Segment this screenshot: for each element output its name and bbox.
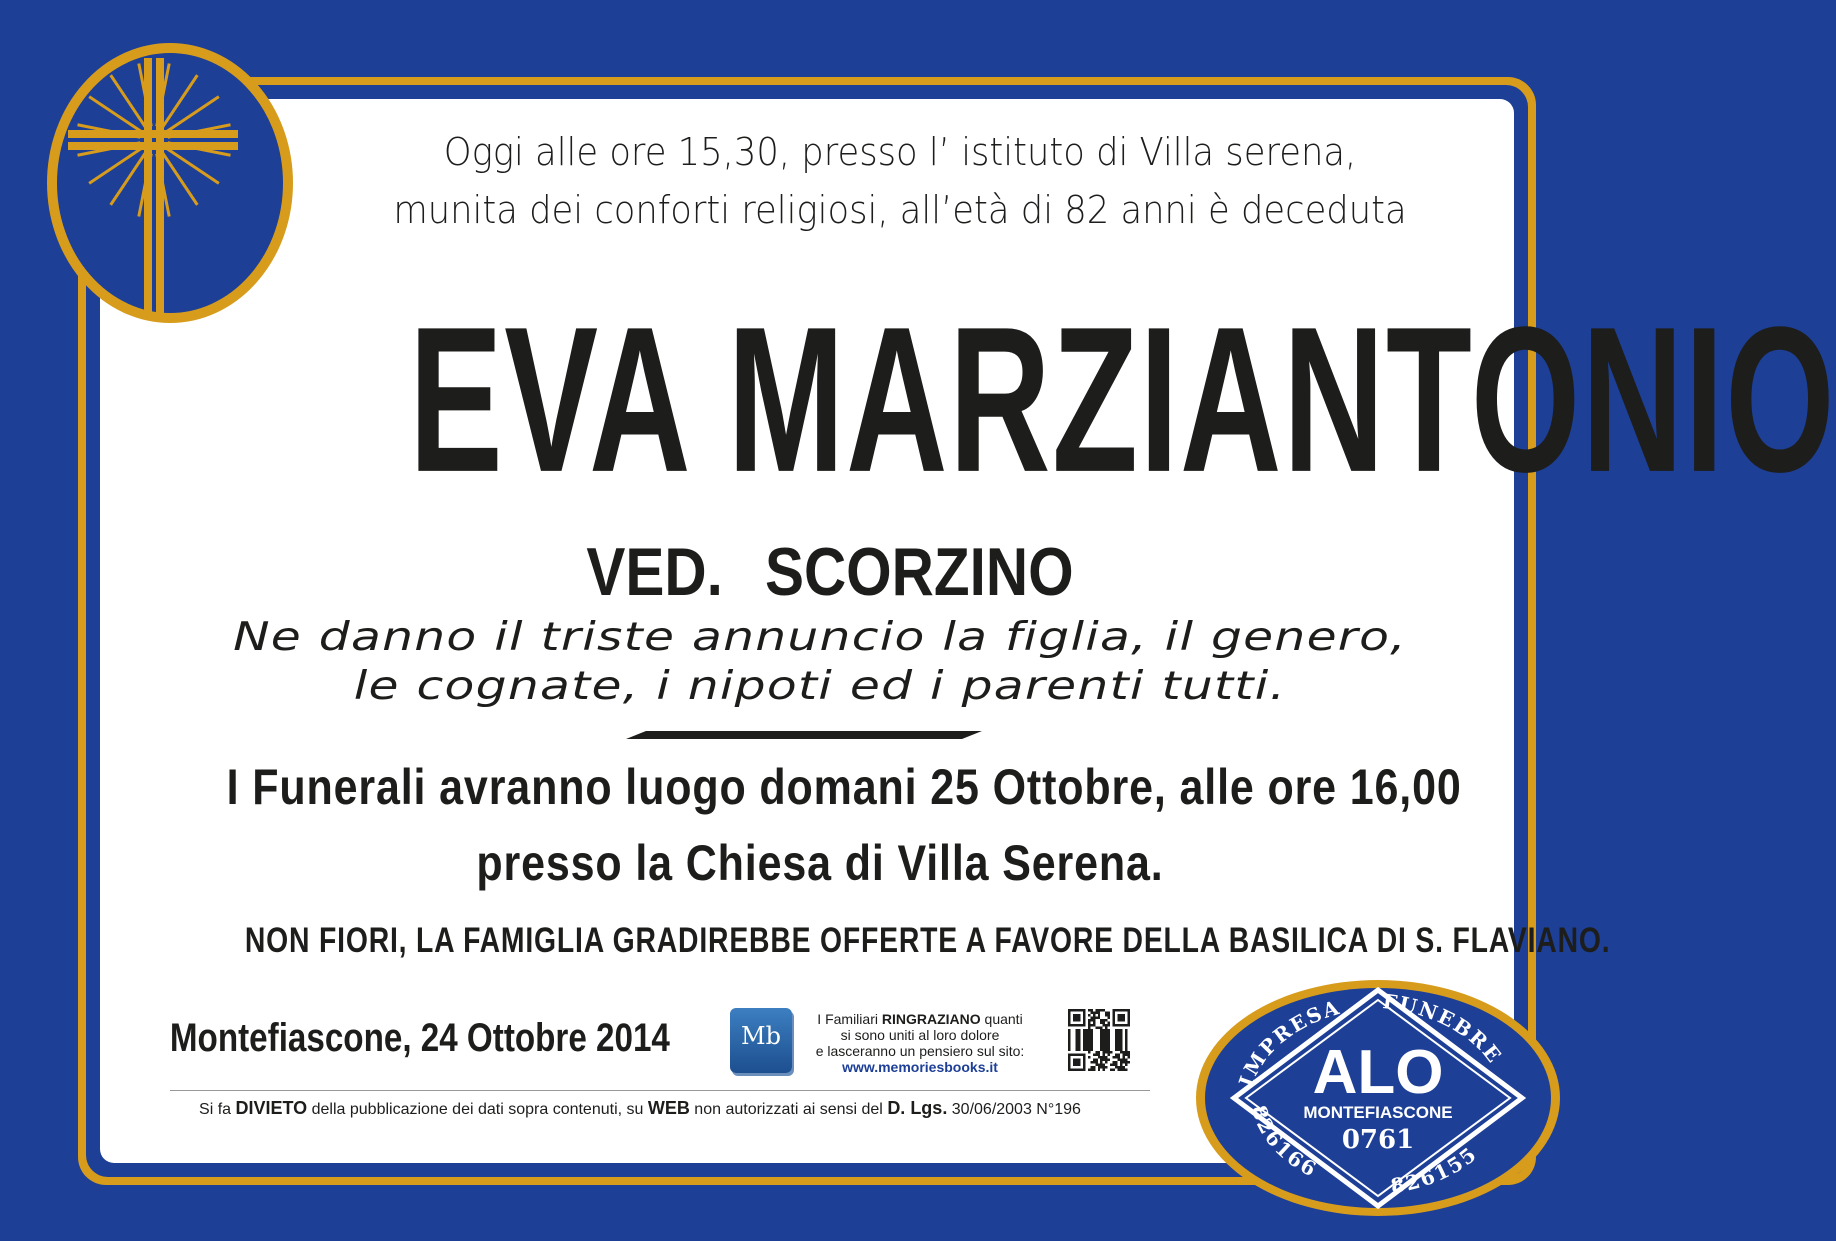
funeral-home-top-left: IMPRESA: [1233, 994, 1344, 1090]
legal-b1: DIVIETO: [235, 1098, 308, 1118]
memories-text: [795, 1011, 1045, 1075]
funeral-line-2: presso la Chiesa di Villa Serena.: [476, 835, 1164, 891]
family-line-1: Ne danno il triste annuncio la figlia, il genero,: [233, 615, 1407, 660]
legal-p1: Si fa: [199, 1101, 236, 1118]
memories-text-bold: RINGRAZIANO: [881, 1011, 981, 1027]
donation-request: NON FIORI, LA FAMIGLIA GRADIREBBE OFFERTE A FAVORE DELLA BASILICA DI S. FLAVIANO.: [244, 921, 1611, 960]
legal-p3: non autorizzati ai sensi del: [689, 1101, 888, 1118]
memories-text-pre: I Familiari: [817, 1011, 882, 1027]
deceased-name: EVA MARZIANTONIO: [409, 284, 1836, 516]
cross-icon: [40, 38, 300, 328]
funeral-home-name: ALO: [1312, 1038, 1444, 1107]
intro-line-1: Oggi alle ore 15,30, presso l’ istituto di Villa serena,: [443, 130, 1357, 174]
legal-p4: 30/06/2003 N°196: [947, 1101, 1081, 1118]
family-line-2: le cognate, i nipoti ed i parenti tutti.: [353, 664, 1287, 709]
place-date: [145, 1016, 670, 1061]
legal-b3: D. Lgs.: [887, 1098, 948, 1118]
memories-text-post: quanti: [980, 1011, 1023, 1027]
funeral-home-prefix: 0761: [1341, 1125, 1415, 1155]
legal-p2: della pubblicazione dei dati sopra contenuti, su: [307, 1101, 648, 1118]
memoriesbooks-icon: [730, 1008, 792, 1073]
intro-line-2: munita dei conforti religiosi, all’età di 82 anni è deceduta: [393, 188, 1407, 232]
legal-notice: [120, 1098, 1160, 1119]
memories-line-3: e lasceranno un pensiero sul sito:: [815, 1043, 1025, 1059]
funeral-line-1: I Funerali avranno luogo domani 25 Ottobre, alle ore 16,00: [226, 759, 1462, 815]
qr-code-icon[interactable]: [1068, 1009, 1130, 1071]
married-name: VED. SCORZINO: [586, 534, 1074, 610]
funeral-home-logo: [1182, 968, 1574, 1228]
memoriesbooks-icon-label: Mb: [741, 1022, 781, 1050]
funeral-home-phone-left: 826166: [1246, 1102, 1322, 1183]
funeral-home-city: MONTEFIASCONE: [1303, 1103, 1453, 1122]
divider: [626, 731, 982, 739]
place-date-text: Montefiascone, 24 Ottobre 2014: [169, 1016, 670, 1060]
legal-divider: [170, 1090, 1150, 1091]
funeral-home-phone-right: 826155: [1388, 1141, 1482, 1199]
memories-line-2: si sono uniti al loro dolore: [840, 1027, 1000, 1043]
legal-b2: WEB: [647, 1098, 690, 1118]
funeral-home-top-right: FUNEBRE: [1381, 988, 1508, 1069]
memories-url[interactable]: www.memoriesbooks.it: [842, 1059, 998, 1075]
